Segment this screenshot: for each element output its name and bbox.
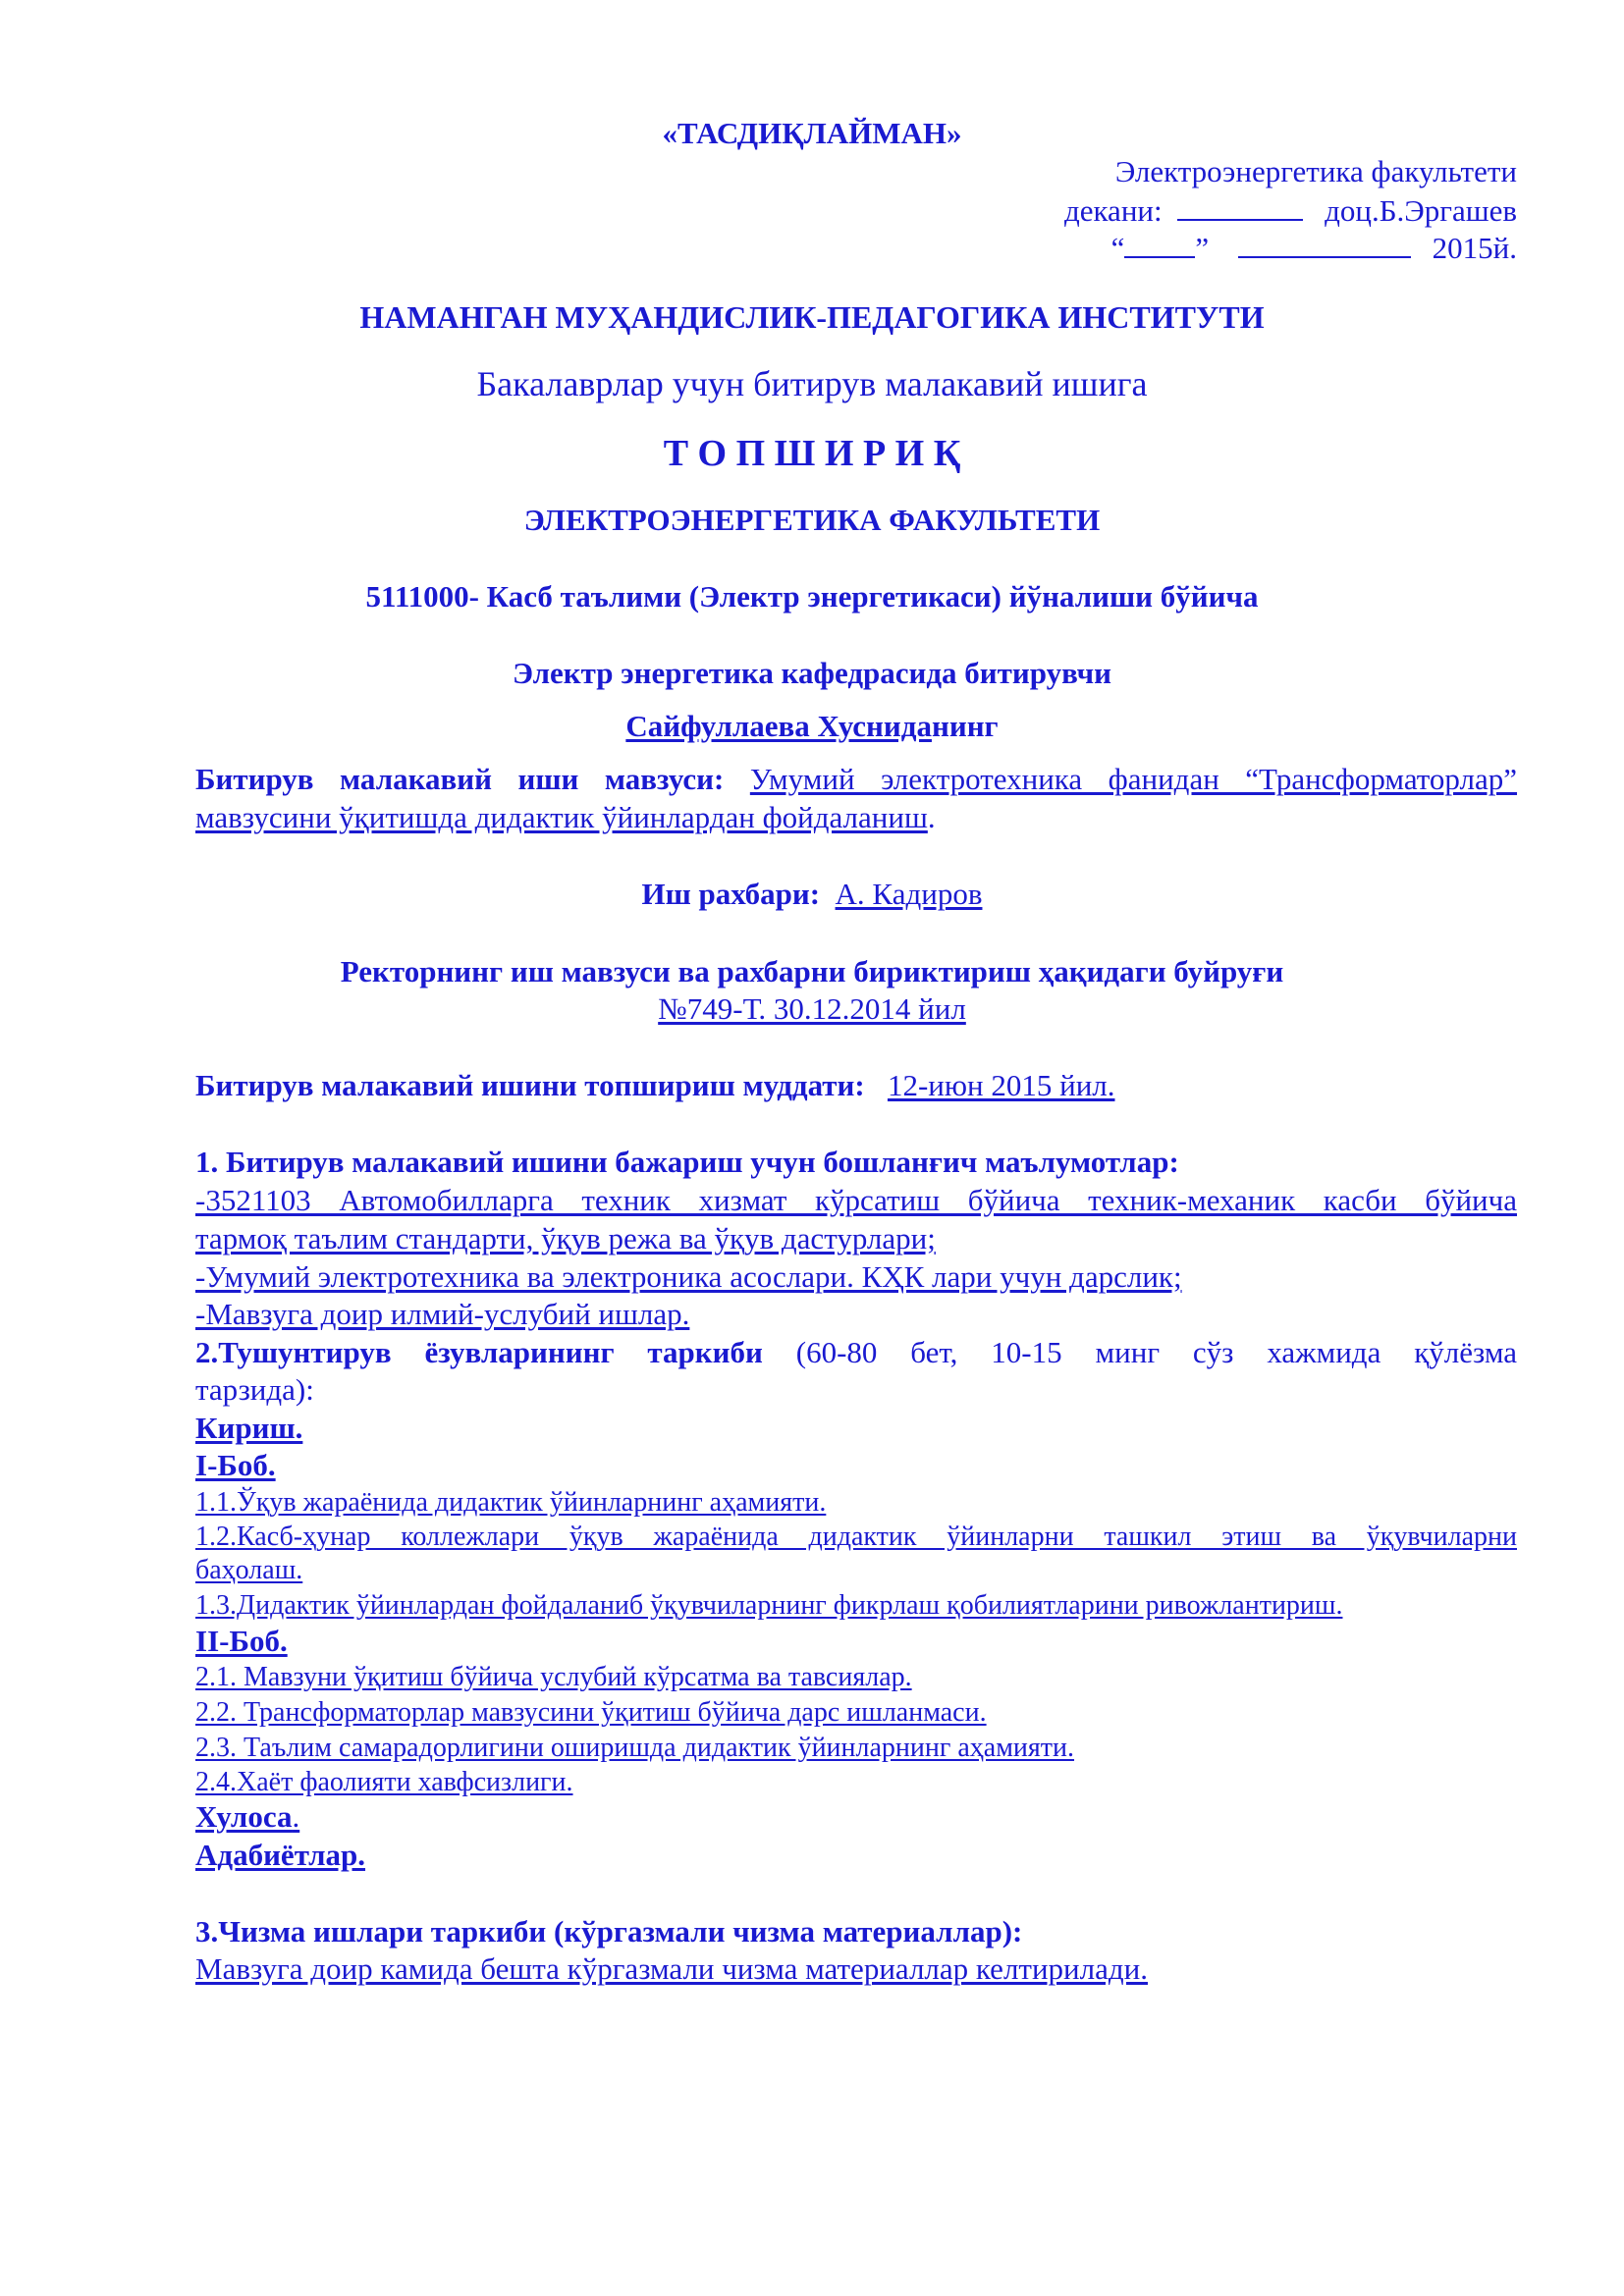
topic-label: Битирув малакавий иши мавзуси: [195,762,725,796]
section1-item1-cont: тармоқ таълим стандарти, ўқув режа ва ўқув дастурлари; [195,1221,936,1255]
section1-item1: -3521103 Автомобилларга техник хизмат кўрсатиш бўйича техник-механик касби бўйича [195,1183,1517,1217]
chapter1-item3: 1.3.Дидактик ўйинлардан фойдаланиб ўқувчиларнинг фикрлаш қобилиятларини ривожлантириш. [195,1590,1343,1621]
chapter2-item1: 2.1. Мавзуни ўқитиш бўйича услубий кўрсатма ва тавсиялар. [195,1662,912,1692]
approval-date [1111,231,1517,266]
chapter2-heading: II-Боб. [195,1624,288,1658]
conclusion-heading: Хулоса [195,1799,293,1834]
deadline-line [195,1068,1517,1103]
dean-label: декани: [1063,193,1163,228]
supervisor-name: А. Кадиров [835,877,983,911]
month-blank [1238,235,1411,258]
topic-line-2 [195,800,1517,835]
section3-title: 3.Чизма ишлари таркиби (кўргазмали чизма материаллар): [195,1914,1023,1949]
quote-close: ” [1195,231,1210,265]
document-subtitle: Бакалаврлар учун битирув малакавий ишига [476,364,1148,403]
signature-blank [1177,197,1303,221]
faculty-name: ЭЛЕКТРОЭНЕРГЕТИКА ФАКУЛЬТЕТИ [523,503,1101,537]
approval-year: 2015й. [1432,231,1517,265]
references-heading: Адабиётлар. [195,1838,366,1872]
approval-dean [1064,193,1517,229]
chapter1-heading: I-Боб. [195,1448,276,1482]
topic-line [195,762,1517,797]
conclusion-line [195,1799,1517,1835]
topic-end: . [927,800,936,834]
topic-text: Умумий электротехника фанидан “Трансформаторлар” [749,762,1518,796]
order-number: №749-Т. 30.12.2014 йил [658,991,966,1026]
dean-name: доц.Б.Эргашев [1325,193,1517,228]
chapter1-item2: 1.2.Касб-ҳунар коллежлари ўқув жараёнида дидактик ўйинларни ташкил этиш ва ўқувчиларни [195,1522,1517,1552]
chapter1-item1: 1.1.Ўқув жараёнида дидактик ўйинларнинг аҳамияти. [195,1487,827,1518]
approval-title: «ТАСДИҚЛАЙМАН» [662,116,962,150]
order-title: Ректорнинг иш мавзуси ва рахбарни бириктириш ҳақидаги буйруғи [340,954,1284,988]
approval-faculty: Электроэнергетика факультети [1114,154,1517,188]
institute-name: НАМАНГАН МУҲАНДИСЛИК-ПЕДАГОГИКА ИНСТИТУТИ [359,299,1265,335]
section2-title: 2.Тушунтирув ёзувларининг таркиби [195,1335,763,1369]
document-title: Т О П Ш И Р И Қ [663,433,961,474]
chapter2-item4: 2.4.Хаёт фаолияти хавфсизлиги. [195,1767,573,1797]
supervisor-line [0,877,1624,912]
section1-title: 1. Битирув малакавий ишини бажариш учун бошланғич маълумотлар: [195,1145,1179,1179]
chapter1-item2-cont: баҳолаш. [195,1555,303,1585]
section1-item2: -Умумий электротехника ва электроника асослари. КҲК лари учун дарслик; [195,1259,1182,1294]
section2-detail: (60-80 бет, 10-15 минг сўз хажмида қўлёзма [795,1335,1517,1369]
section3-text: Мавзуга доир камида бешта кўргазмали чизма материаллар келтирилади. [195,1951,1148,1986]
intro-heading: Кириш. [195,1411,303,1445]
day-blank [1124,235,1195,258]
department-line: Электр энергетика кафедрасида битирувчи [513,656,1111,690]
student-name: Сайфуллаева Хуснида [625,709,932,743]
conclusion-end: . [292,1799,300,1834]
section2-header [195,1335,1517,1370]
chapter2-item3: 2.3. Таълим самарадорлигини оширишда дидактик ўйинларнинг аҳамияти. [195,1733,1075,1763]
chapter2-item2: 2.2. Трансформаторлар мавзусини ўқитиш бўйича дарс ишланмаси. [195,1697,987,1728]
deadline-label: Битирув малакавий ишини топшириш муддати: [195,1068,865,1102]
supervisor-label: Иш рахбари: [641,877,821,911]
student-suffix: нинг [931,709,999,743]
section1-item3: -Мавзуга доир илмий-услубий ишлар. [195,1297,690,1331]
topic-text-cont: мавзусини ўқитишда дидактик ўйинлардан фойдаланиш [195,800,928,834]
deadline-date: 12-июн 2015 йил. [887,1068,1115,1102]
section2-detail-cont: тарзида): [195,1372,314,1407]
student-line [0,709,1624,744]
quote-open: “ [1110,231,1125,265]
study-direction: 5111000- Касб таълими (Электр энергетикаси) йўналиши бўйича [365,579,1259,614]
